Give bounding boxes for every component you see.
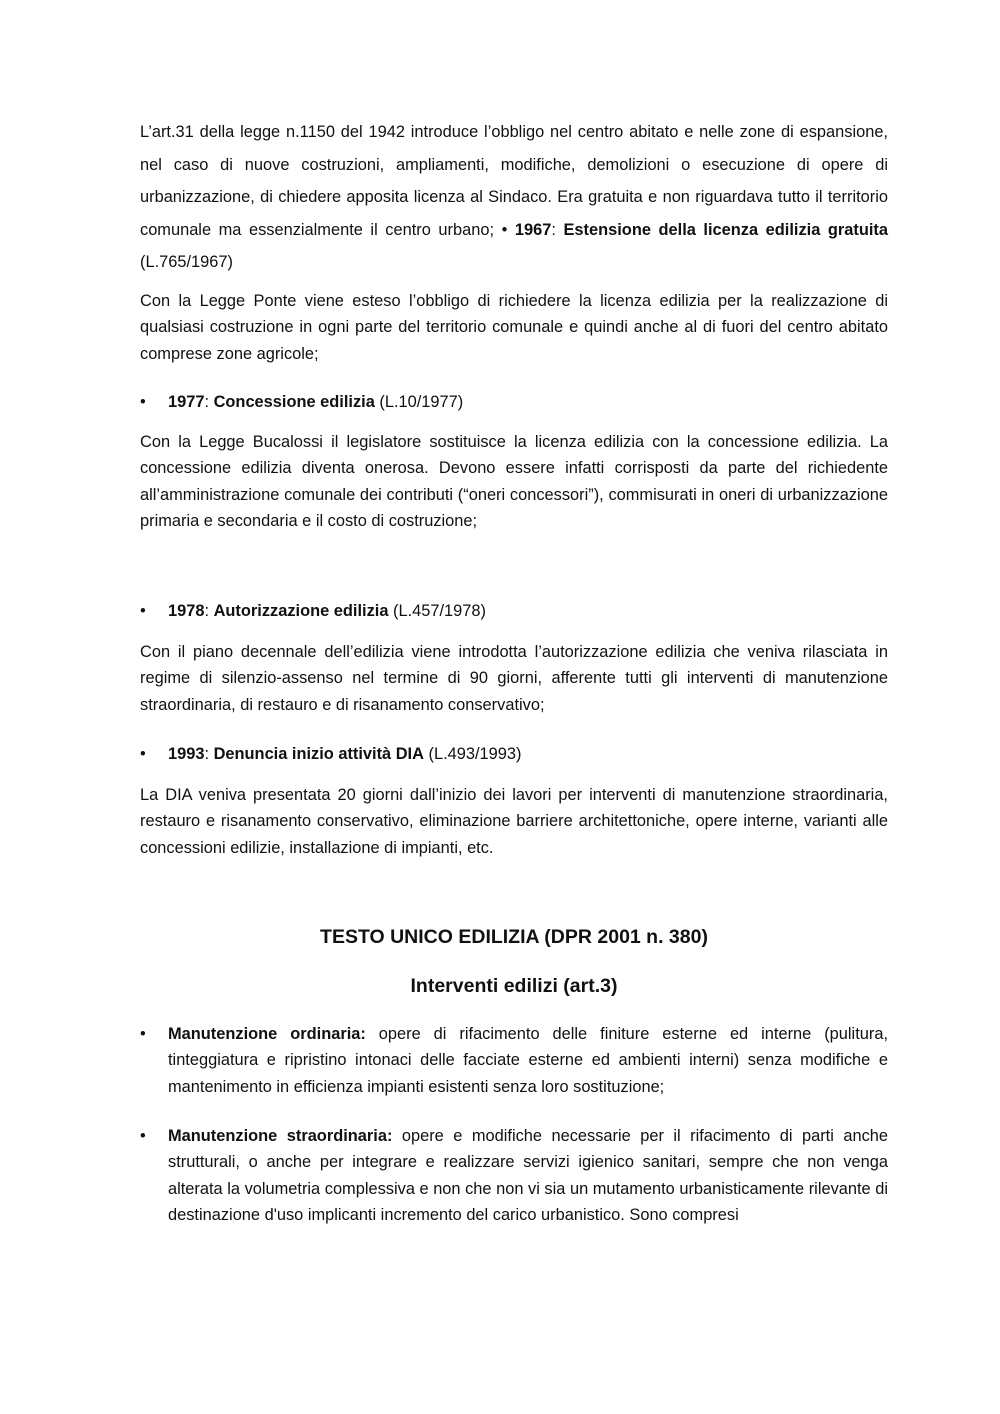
bullet-1967: • [501, 220, 508, 239]
term-manutenzione-ordinaria: Manutenzione ordinaria: [168, 1025, 366, 1043]
bullet-dot: • [140, 745, 146, 763]
sep-1967: : [551, 220, 564, 239]
bullet-item-1977: • 1977: Concessione edilizia (L.10/1977) [140, 389, 888, 415]
bullet-item-manutenzione-straordinaria [140, 1123, 888, 1228]
ref-1993: (L.493/1993) [423, 745, 522, 763]
term-manutenzione-straordinaria: Manutenzione straordinaria: [168, 1127, 393, 1145]
bullet-dot: • [140, 602, 146, 620]
title-1977: Concessione edilizia [213, 393, 375, 411]
subsection-heading: Interventi edilizi (art.3) [410, 975, 618, 997]
title-1978: Autorizzazione edilizia [213, 602, 389, 620]
text-manutenzione-straordinaria: opere e modifiche necessarie per il rifacimento di parti anche strutturali, o anche per integrare e realizzare servizi igienico sanitari, sempre che non venga alterata la volumetria complessiva e non che non vi sia un mutamento urbanisticamente rilevante di destinazione d'uso implicanti incremento del carico urbanistico. Sono compresi [168, 1127, 889, 1224]
paragraph-1978 [140, 639, 888, 718]
paragraph-1978-text: Con il piano decennale dell’edilizia viene introdotta l’autorizzazione edilizia che veniva rilasciata in regime di silenzio-assenso nel termine di 90 giorni, afferente tutti gli interventi di manutenzione straordinaria, di restauro e di risanamento conservativo; [140, 643, 888, 714]
ref-1978: (L.457/1978) [388, 602, 486, 620]
bullet-dot: • [140, 393, 146, 411]
bullet-dot: • [140, 1127, 146, 1145]
ref-1967: (L.765/1967) [140, 253, 233, 272]
paragraph-1993-text: La DIA veniva presentata 20 giorni dall’inizio dei lavori per interventi di manutenzione straordinaria, restauro e risanamento conservativo, eliminazione barriere architettoniche, opere interne, varianti alle concessioni edilizie, installazione di impianti, etc. [140, 786, 888, 857]
ref-1977: (L.10/1977) [374, 393, 464, 411]
text-manutenzione-ordinaria: opere di rifacimento delle finiture esterne ed interne (pulitura, tinteggiatura e ripristino intonaci delle facciate esterne ed ambienti interni) senza modifiche e mantenimento in efficienza impianti esistenti senza loro sostituzione; [168, 1025, 888, 1096]
bullet-item-manutenzione-ordinaria [140, 1021, 888, 1100]
intro-text: L’art.31 della legge n.1150 del 1942 introduce l’obbligo nel centro abitato e nelle zone di espansione, nel caso di nuove costruzioni, ampliamenti, modifiche, demolizioni o esecuzione di opere di urbanizzazione, di chiedere apposita licenza al Sindaco. Era gratuita e non riguardava tutto il territorio comunale ma essenzialmente il centro urbano; [140, 123, 888, 239]
bullet-dot: • [140, 1025, 146, 1043]
year-1978: 1978 [168, 602, 205, 620]
paragraph-1967-text: Con la Legge Ponte viene esteso l’obbligo di richiedere la licenza edilizia per la realizzazione di qualsiasi costruzione in ogni parte del territorio comunale e quindi anche al di fuori del centro abitato comprese zone agricole; [140, 292, 888, 363]
title-1993: Denuncia inizio attività DIA [213, 745, 424, 763]
paragraph-1977 [140, 429, 888, 534]
year-1967: 1967 [514, 220, 552, 239]
title-1967: Estensione della licenza edilizia gratuita [563, 220, 888, 239]
paragraph-1967 [140, 288, 888, 367]
paragraph-1993 [140, 782, 888, 861]
paragraph-1977-text: Con la Legge Bucalossi il legislatore sostituisce la licenza edilizia con la concessione edilizia. La concessione edilizia diventa onerosa. Devono essere infatti corrisposti da parte del richiedente all’amministrazione comunale dei contributi (“oneri concessori”), commisurati in oneri di urbanizzazione primaria e secondaria e il costo di costruzione; [140, 433, 888, 530]
section-heading: TESTO UNICO EDILIZIA (DPR 2001 n. 380) [320, 926, 708, 948]
intro-paragraph [140, 116, 888, 279]
bullet-item-1993: • 1993: Denuncia inizio attività DIA (L.493/1993) [140, 741, 888, 767]
bullet-item-1978: • 1978: Autorizzazione edilizia (L.457/1978) [140, 598, 888, 624]
year-1977: 1977 [168, 393, 205, 411]
year-1993: 1993 [168, 745, 205, 763]
